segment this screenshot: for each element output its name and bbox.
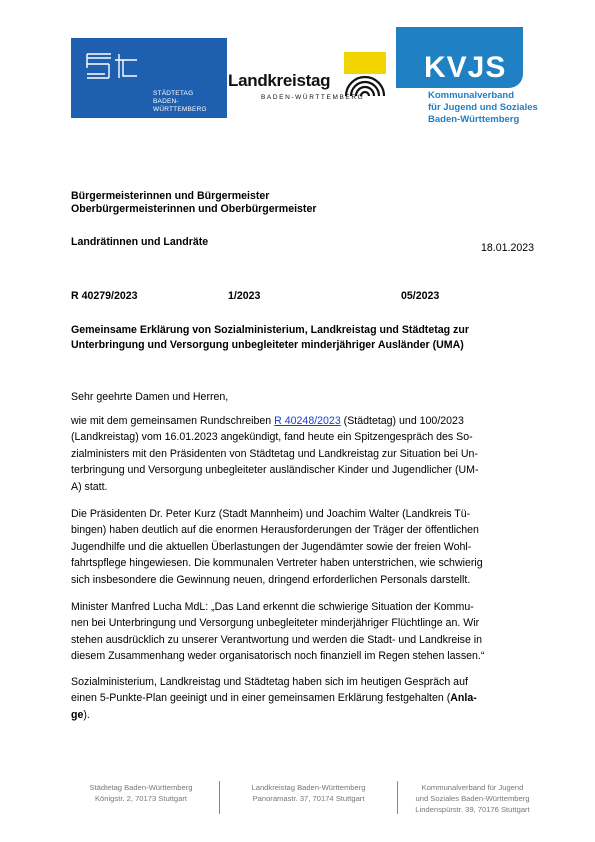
circular-link[interactable]: R 40248/2023 — [274, 415, 341, 427]
kvjs-letters: KVJS — [424, 51, 507, 84]
para2-line5: sich insbesondere die Gewinnung neuen, dringend erforderlichen Personals darstellt. — [71, 573, 471, 586]
kvjs-full-name — [428, 90, 538, 126]
footer-col1-line1: Städtetag Baden-Württemberg — [89, 783, 193, 792]
para1-line1-rest: (Städtetag) und 100/2023 — [340, 415, 464, 427]
para3-line1: Minister Manfred Lucha MdL: „Das Land erkennt die schwierige Situation der Kommu- — [71, 601, 474, 613]
landkreistag-sub: BADEN-WÜRTTEMBERG — [261, 94, 365, 101]
staedtetag-line2: BADEN-WÜRTTEMBERG — [153, 98, 207, 113]
footer-landkreistag — [231, 782, 386, 804]
letter-date: 18.01.2023 — [481, 242, 535, 254]
staedtetag-logo — [71, 38, 227, 118]
para1-intro: wie mit dem gemeinsamen Rundschreiben — [71, 415, 275, 427]
para2-line1: Die Präsidenten Dr. Peter Kurz (Stadt Mannheim) und Joachim Walter (Landkreis Tü- — [71, 508, 471, 520]
footer-kvjs — [400, 782, 545, 815]
recipients — [71, 190, 316, 216]
para2-line2: bingen) haben deutlich auf die enormen Herausforderungen der Träger der öffentlichen — [71, 524, 479, 537]
para4-line3-end: ). — [83, 708, 90, 721]
footer-col3-line1: Kommunalverband für Jugend — [421, 783, 524, 792]
recipient-line2: Oberbürgermeisterinnen und Oberbürgermeister — [71, 203, 317, 215]
kvjs-line3: Baden-Württemberg — [428, 114, 520, 125]
landkreistag-logo — [228, 50, 388, 110]
kvjs-line2: für Jugend und Soziales — [428, 102, 538, 113]
recipient-line1: Bürgermeisterinnen und Bürgermeister — [71, 190, 270, 202]
para2-line3: Jugendhilfe und die aktuellen Überlastungen der Jugendämter sowie der freien Wohl- — [71, 540, 472, 553]
footer-divider-2 — [397, 781, 398, 814]
para1-line5: A) statt. — [71, 480, 108, 493]
recipient-line3: Landrätinnen und Landräte — [71, 236, 209, 248]
sunrise-arcs-icon — [342, 52, 388, 96]
paragraph-1 — [71, 413, 541, 495]
reference-staedtetag: R 40279/2023 — [71, 290, 138, 302]
paragraph-2 — [71, 506, 541, 588]
footer-col3-line3: Lindenspürstr. 39, 70176 Stuttgart — [415, 805, 530, 814]
footer-divider-1 — [219, 781, 220, 814]
footer-col2-line1: Landkreistag Baden-Württemberg — [251, 783, 366, 792]
para1-line4: terbringung und Versorgung unbegleiteter ausländischer Kinder und Jugendlicher (UM- — [71, 464, 479, 477]
paragraph-4 — [71, 674, 541, 723]
para1-line2: (Landkreistag) vom 16.01.2023 angekündigt, fand heute ein Spitzengespräch des So- — [71, 431, 473, 444]
attachment-word-part2: ge — [71, 708, 84, 721]
kvjs-logo — [396, 27, 551, 137]
salutation: Sehr geehrte Damen und Herren, — [71, 391, 229, 403]
subject-line2: Unterbringung und Versorgung unbegleiteter minderjähriger Ausländer (UMA) — [71, 339, 464, 351]
st-monogram-icon — [85, 52, 147, 92]
footer-col3-line2: und Soziales Baden-Württemberg — [415, 794, 530, 803]
para3-line2: nen bei Unterbringung und Versorgung unbegleiteter minderjähriger Flüchtlinge an. Wir — [71, 617, 480, 630]
para4-line1: Sozialministerium, Landkreistag und Städtetag haben sich im heutigen Gespräch auf — [71, 676, 468, 688]
para3-line4: diesem Zusammenhang weder organisatorisch noch finanziell im Regen stehen lassen.“ — [71, 650, 485, 663]
subject-line1: Gemeinsame Erklärung von Sozialministerium, Landkreistag und Städtetag zur — [71, 324, 469, 336]
para3-line3: stehen ausdrücklich zu unserer Verantwortung und werden die Stadt- und Landkreise in — [71, 633, 483, 646]
footer-col2-line2: Panoramastr. 37, 70174 Stuttgart — [252, 794, 365, 803]
landkreistag-name: Landkreistag — [228, 71, 331, 90]
para2-line4: fahrtspflege hingewiesen. Die kommunalen Vertreter haben unterstrichen, wie schwierig — [71, 557, 483, 570]
subject — [71, 323, 469, 353]
footer-staedtetag — [71, 782, 211, 804]
para4-line2: einen 5-Punkte-Plan geeinigt und in einer gemeinsamen Erklärung festgehalten ( — [71, 692, 451, 705]
kvjs-line1: Kommunalverband — [428, 90, 515, 101]
footer-col1-line2: Königstr. 2, 70173 Stuttgart — [94, 794, 188, 803]
reference-landkreistag: 1/2023 — [228, 290, 261, 302]
attachment-word-part1: Anla- — [450, 692, 477, 705]
paragraph-3 — [71, 599, 541, 665]
kvjs-box — [396, 27, 523, 88]
reference-kvjs: 05/2023 — [401, 290, 440, 302]
para1-line3: zialministers mit den Präsidenten von Städtetag und Landkreistag zur Situation bei Un- — [71, 447, 478, 460]
staedtetag-line1: STÄDTETAG — [153, 90, 194, 97]
